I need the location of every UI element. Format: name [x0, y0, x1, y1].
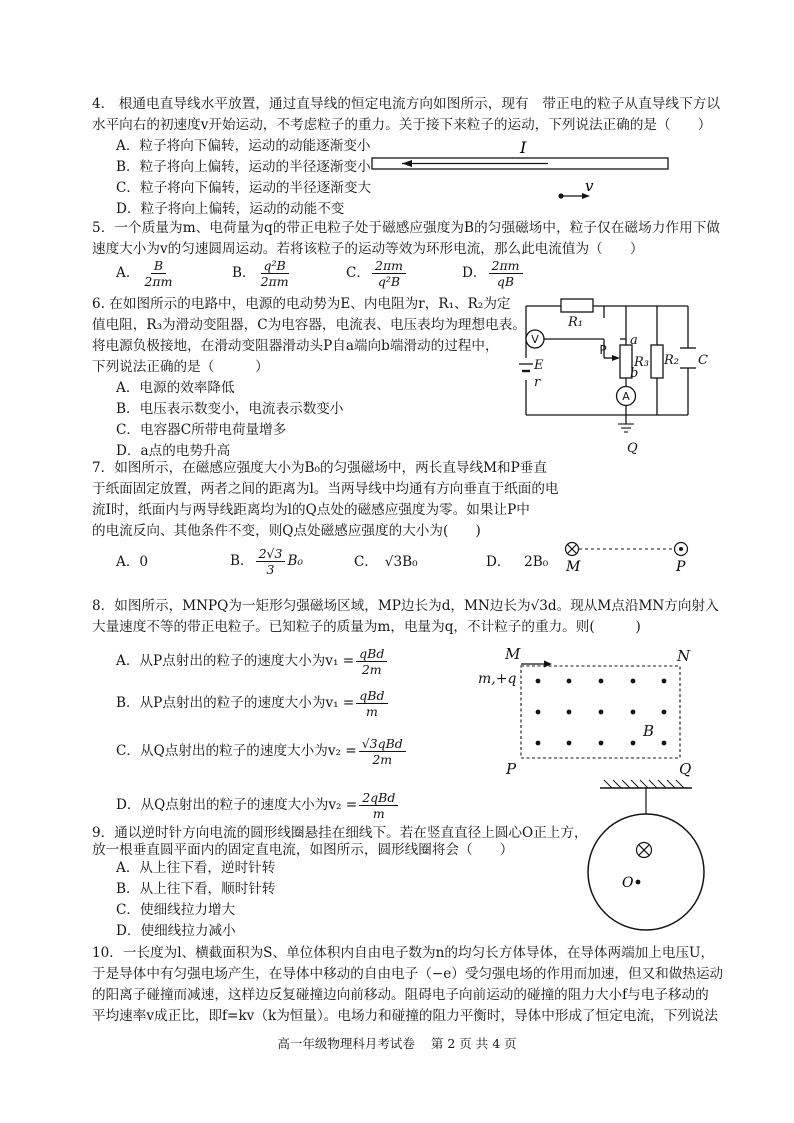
q9-option-b: B．从上往下看，顺时针转 — [116, 881, 276, 897]
q6-label-r1: R₁ — [568, 315, 583, 330]
q9-center-point — [636, 880, 641, 885]
q6-label-e: E — [534, 358, 544, 373]
q8-label-n: N — [677, 647, 691, 665]
page-footer — [0, 1034, 794, 1052]
q4-option-a: A．粒子将向下偏转，运动的动能逐渐变小 — [116, 138, 371, 154]
q6-label-c: C — [698, 353, 708, 368]
q5-option-c: C． $\frac{2\pi m}{\text{q²B}}$ — [346, 258, 408, 289]
q10-stem-line4: 平均速率v成正比，即f=kv（k为恒量）。电场力和碰撞的阻力平衡时，导体中形成了恒定电流，下列说法 — [92, 1008, 718, 1024]
q6-label-a: a — [630, 333, 638, 348]
q7-label-m: M — [566, 559, 581, 575]
q7-label-p: P — [676, 559, 686, 575]
q4-option-d: D．粒子将向上偏转，运动的动能不变 — [116, 201, 345, 217]
q9-option-a: A．从上往下看，逆时针转 — [116, 860, 276, 876]
q6-option-b: B．电压表示数变小，电流表示数变小 — [116, 401, 344, 417]
q8-label-p: P — [506, 760, 517, 778]
footer-page-number: 第 2 页 共 4 页 — [430, 1036, 517, 1051]
q7-option-c: C． √3B₀ — [354, 554, 418, 570]
q5-option-a: A． $\frac{B}{2\pi m}$ — [116, 258, 173, 289]
q4-option-b: B．粒子将向上偏转，运动的半径逐渐变小 — [116, 159, 371, 175]
q8-label-b: B — [643, 722, 655, 740]
q8-option-d: D．从Q点射出的粒子的速度大小为v₂ = $\frac{\text{2qBd}}{m}$ — [116, 790, 400, 821]
q7-stem-line1: 7．如图所示，在磁感应强度大小为B₀的匀强磁场中，两长直导线M和P垂直 — [92, 460, 547, 476]
q9-option-c: C．使细线拉力增大 — [116, 902, 236, 918]
q6-stem-line1: 6. 在如图所示的电路中，电源的电动势为E、内电阻为r，R₁、R₂为定 — [92, 296, 511, 312]
q5-option-d: D． $\frac{2\pi m}{qB}$ — [462, 258, 525, 289]
q6-label-v: V — [531, 333, 539, 346]
q7-option-a: A．0 — [116, 554, 149, 570]
q4-velocity-label: v — [585, 177, 594, 195]
q8-stem-line2: 大量速度不等的带正电粒子。已知粒子的质量为m，电量为q，不计粒子的重力。则( ) — [92, 619, 641, 635]
q6-label-p: P — [599, 343, 607, 357]
q9-stem-line1: 9．通以逆时针方向电流的圆形线圈悬挂在细线下。若在竖直直径上圆心O正上方， — [92, 825, 588, 841]
q9-option-d: D．使细线拉力减小 — [116, 923, 236, 939]
q8-label-q: Q — [679, 760, 692, 778]
q4-option-c: C．粒子将向下偏转，运动的半径逐渐变大 — [116, 180, 372, 196]
footer-title: 高一年级物理科月考试卷 — [277, 1036, 415, 1051]
q6-stem-line2: 值电阻，R₃为滑动变阻器，C为电容器，电流表、电压表均为理想电表。 — [92, 317, 526, 333]
q7-stem-line3: 流I时，纸面内与两导线距离均为l的Q点处的磁感应强度为零。如果让P中 — [92, 502, 530, 518]
q10-stem-line2: 于是导体中有匀强电场产生，在导体中移动的自由电子（−e）受匀强电场的作用而加速，但又和做热运动 — [92, 966, 724, 982]
q7-stem-line2: 于纸面固定放置，两者之间的距离为l。当两导线中均通有方向垂直于纸面的电 — [92, 481, 559, 497]
q7-stem-line4: 的电流反向、其他条件不变，则Q点处磁感应强度的大小为( ) — [92, 523, 481, 539]
q8-label-m: M — [505, 645, 521, 663]
q6-option-d: D．a点的电势升高 — [116, 443, 231, 459]
q8-option-a: A．从P点射出的粒子的速度大小为v₁ = $\frac{\text{qBd}}{2m}$ — [116, 646, 389, 677]
q9-coil — [588, 814, 704, 930]
q5-stem: 5．一个质量为m、电荷量为q的带正电粒子处于磁感应强度为B的匀强磁场中，粒子仅在磁场力作用下做速度大小为v的匀速圆周运动。若将该粒子的运动等效为环形电流，那么此电流值为（ ） — [92, 220, 720, 257]
q4-current-label: I — [520, 138, 527, 157]
q6-label-r3: R₃ — [634, 355, 649, 370]
q10-stem-line3: 的阳离子碰撞而减速，这样边反复碰撞边向前移动。阻碍电子向前运动的碰撞的阻力大小f与电子移动的 — [92, 987, 709, 1003]
q8-label-mq: m,+q — [478, 671, 517, 687]
q4-stem: 4. 根通电直导线水平放置，通过直导线的恒定电流方向如图所示，现有 带正电的粒子从直导线下方以水平向右的初速度v开始运动，不考虑粒子的重力。关于接下来粒子的运动，下列说法正确的是（ ） — [92, 96, 720, 133]
q9-ceiling-hatch — [604, 780, 684, 788]
q9-stem-line2: 放一根垂直圆平面内的固定直电流，如图所示，圆形线圈将会（ ） — [92, 842, 514, 858]
q6-option-c: C．电容器C所带电荷量增多 — [116, 422, 287, 438]
q6-label-b: b — [630, 366, 639, 381]
q10-stem-line1: 10．一长度为l、横截面积为S、单位体积内自由电子数为n的均匀长方体导体，在导体两端加上电压U， — [92, 945, 715, 961]
q9-label-o: O — [622, 875, 634, 891]
q7-option-b: B． $\frac{2√3}{3}$ B₀ — [230, 546, 303, 577]
q5-option-b: B． $\frac{\text{q²B}}{2\pi m}$ — [232, 258, 289, 289]
q8-stem-line1: 8．如图所示，MNPQ为一矩形匀强磁场区域，MP边长为d，MN边长为√3d。现从M点沿MN方向射入 — [92, 598, 719, 614]
q6-label-q: Q — [627, 441, 638, 456]
q8-option-b: B．从P点射出的粒子的速度大小为v₁ = $\frac{\text{qBd}}{m}$ — [116, 688, 390, 719]
q6-label-r2: R₂ — [664, 353, 679, 368]
q6-stem-line4: 下列说法正确的是（ ） — [92, 359, 269, 375]
q8-option-c: C．从Q点射出的粒子的速度大小为v₂ = $\frac{\text{√3qBd}}{2m}$ — [116, 736, 408, 767]
q6-option-a: A．电源的效率降低 — [116, 380, 235, 396]
q6-label-ammeter: A — [622, 390, 630, 403]
q6-stem-line3: 将电源负极接地，在滑动变阻器滑动头P自a端向b端滑动的过程中， — [92, 338, 499, 354]
q7-option-d: D． 2B₀ — [486, 554, 549, 570]
q9-wire-into-page — [637, 843, 652, 858]
q6-label-r: r — [534, 375, 541, 390]
